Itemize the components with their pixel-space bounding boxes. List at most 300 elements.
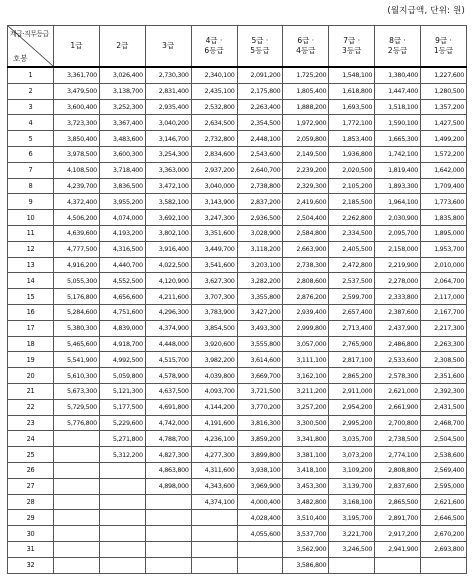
salary-cell: 2,995,200 — [329, 415, 375, 431]
table-row — [8, 146, 467, 162]
salary-cell — [54, 541, 100, 557]
salary-cell: 2,917,200 — [375, 526, 421, 542]
salary-cell: 3,482,800 — [283, 494, 329, 510]
grade-header-line: 8급 · — [389, 36, 406, 45]
salary-cell: 2,876,200 — [283, 289, 329, 305]
salary-cell: 4,637,500 — [145, 383, 191, 399]
salary-cell: 5,271,800 — [99, 431, 145, 447]
salary-cell: 2,657,400 — [329, 304, 375, 320]
salary-cell — [99, 557, 145, 573]
table-row — [8, 115, 467, 131]
table-row — [8, 447, 467, 463]
salary-cell: 5,729,500 — [54, 399, 100, 415]
salary-cell: 3,381,100 — [283, 447, 329, 463]
salary-cell: 4,144,200 — [191, 399, 237, 415]
salary-cell: 4,788,700 — [145, 431, 191, 447]
salary-cell: 2,167,700 — [421, 304, 467, 320]
salary-cell: 2,486,800 — [375, 336, 421, 352]
salary-cell: 3,203,100 — [237, 257, 283, 273]
step-number-cell: 6 — [8, 146, 54, 162]
salary-cell: 4,311,600 — [191, 462, 237, 478]
salary-cell: 3,351,600 — [191, 225, 237, 241]
grade-header-line: 1등급 — [433, 46, 454, 55]
table-row — [8, 368, 467, 384]
salary-cell: 1,642,000 — [421, 162, 467, 178]
salary-cell: 3,541,600 — [191, 257, 237, 273]
salary-cell — [237, 541, 283, 557]
salary-cell: 3,920,600 — [191, 336, 237, 352]
salary-cell — [54, 494, 100, 510]
salary-cell — [54, 431, 100, 447]
step-number-cell: 4 — [8, 115, 54, 131]
grade-header-line: 3등급 — [342, 46, 362, 55]
salary-cell: 3,938,100 — [237, 462, 283, 478]
salary-cell — [54, 510, 100, 526]
salary-cell: 2,713,400 — [329, 320, 375, 336]
salary-cell — [99, 478, 145, 494]
step-number-cell: 27 — [8, 478, 54, 494]
salary-cell: 4,211,600 — [145, 289, 191, 305]
salary-cell: 4,691,800 — [145, 399, 191, 415]
salary-cell: 3,483,600 — [99, 131, 145, 147]
salary-cell — [191, 557, 237, 573]
salary-cell: 2,448,100 — [237, 131, 283, 147]
salary-cell: 4,552,500 — [99, 273, 145, 289]
salary-cell: 2,939,400 — [283, 304, 329, 320]
salary-cell: 4,898,000 — [145, 478, 191, 494]
salary-cell: 1,742,100 — [375, 146, 421, 162]
salary-cell: 1,590,100 — [375, 115, 421, 131]
salary-cell: 2,117,000 — [421, 289, 467, 305]
salary-cell: 1,618,800 — [329, 83, 375, 99]
salary-cell: 4,372,400 — [54, 194, 100, 210]
salary-cell: 3,195,700 — [329, 510, 375, 526]
table-row — [8, 557, 467, 573]
salary-cell — [99, 494, 145, 510]
salary-cell: 3,969,900 — [237, 478, 283, 494]
salary-cell: 4,239,700 — [54, 178, 100, 194]
salary-cell: 1,572,200 — [421, 146, 467, 162]
step-number-cell: 3 — [8, 99, 54, 115]
salary-cell: 3,427,200 — [237, 304, 283, 320]
salary-cell: 1,895,000 — [421, 225, 467, 241]
table-row — [8, 162, 467, 178]
salary-cell: 4,916,200 — [54, 257, 100, 273]
salary-cell: 3,111,100 — [283, 352, 329, 368]
salary-cell: 1,357,200 — [421, 99, 467, 115]
salary-cell: 2,158,000 — [375, 241, 421, 257]
salary-cell: 4,374,900 — [145, 320, 191, 336]
salary-cell: 2,646,500 — [421, 510, 467, 526]
salary-cell: 2,278,000 — [375, 273, 421, 289]
step-number-cell: 10 — [8, 210, 54, 226]
salary-cell: 2,661,900 — [375, 399, 421, 415]
salary-cell: 4,000,400 — [237, 494, 283, 510]
grade-header — [99, 26, 145, 68]
salary-cell: 3,146,700 — [145, 131, 191, 147]
salary-cell: 4,992,500 — [99, 352, 145, 368]
salary-cell: 2,239,200 — [283, 162, 329, 178]
salary-cell: 2,693,800 — [421, 541, 467, 557]
step-number-cell: 11 — [8, 225, 54, 241]
table-row — [8, 526, 467, 542]
salary-cell: 4,039,800 — [191, 368, 237, 384]
salary-cell: 2,808,600 — [283, 273, 329, 289]
salary-cell: 1,380,400 — [375, 67, 421, 83]
salary-cell: 3,723,300 — [54, 115, 100, 131]
salary-cell: 3,282,200 — [237, 273, 283, 289]
grade-header — [283, 26, 329, 68]
salary-cell: 3,707,300 — [191, 289, 237, 305]
table-row — [8, 541, 467, 557]
salary-cell: 3,836,500 — [99, 178, 145, 194]
salary-cell: 4,191,600 — [191, 415, 237, 431]
salary-cell: 5,055,300 — [54, 273, 100, 289]
salary-cell: 3,028,900 — [237, 225, 283, 241]
salary-cell: 3,859,200 — [237, 431, 283, 447]
salary-cell: 4,827,300 — [145, 447, 191, 463]
corner-top-label: 계급·직무등급 — [10, 30, 49, 38]
salary-cell: 3,586,800 — [283, 557, 329, 573]
salary-cell: 2,730,300 — [145, 67, 191, 83]
salary-cell: 2,437,900 — [375, 320, 421, 336]
salary-cell: 1,518,100 — [375, 99, 421, 115]
salary-cell — [145, 557, 191, 573]
salary-cell: 5,059,800 — [99, 368, 145, 384]
salary-cell: 3,899,800 — [237, 447, 283, 463]
step-number-cell: 14 — [8, 273, 54, 289]
salary-cell: 5,673,300 — [54, 383, 100, 399]
salary-cell: 5,465,600 — [54, 336, 100, 352]
salary-cell: 1,893,300 — [375, 178, 421, 194]
salary-cell: 1,853,400 — [329, 131, 375, 147]
salary-cell: 1,447,400 — [375, 83, 421, 99]
salary-cell: 4,055,600 — [237, 526, 283, 542]
salary-cell: 2,595,000 — [421, 478, 467, 494]
salary-cell: 2,405,500 — [329, 241, 375, 257]
salary-cell: 4,440,700 — [99, 257, 145, 273]
salary-cell: 2,329,300 — [283, 178, 329, 194]
salary-cell: 3,978,500 — [54, 146, 100, 162]
salary-cell: 3,040,000 — [191, 178, 237, 194]
grade-header — [191, 26, 237, 68]
grade-header-line: 1급 — [70, 41, 83, 50]
table-row — [8, 178, 467, 194]
salary-cell: 4,296,300 — [145, 304, 191, 320]
step-number-cell: 9 — [8, 194, 54, 210]
salary-cell: 3,040,200 — [145, 115, 191, 131]
salary-cell: 2,532,800 — [191, 99, 237, 115]
grade-header-line: 6등급 — [204, 46, 224, 55]
salary-cell: 3,770,200 — [237, 399, 283, 415]
salary-cell: 1,972,900 — [283, 115, 329, 131]
salary-cell: 2,941,900 — [375, 541, 421, 557]
salary-cell: 2,472,800 — [329, 257, 375, 273]
salary-cell: 3,109,200 — [329, 462, 375, 478]
salary-cell: 3,162,100 — [283, 368, 329, 384]
step-number-cell: 25 — [8, 447, 54, 463]
salary-cell: 4,578,900 — [145, 368, 191, 384]
salary-cell: 2,020,500 — [329, 162, 375, 178]
salary-cell: 3,300,500 — [283, 415, 329, 431]
grade-header-line: 5급 · — [251, 36, 269, 45]
step-number-cell: 18 — [8, 336, 54, 352]
salary-cell: 1,964,100 — [375, 194, 421, 210]
salary-cell: 3,479,500 — [54, 83, 100, 99]
grade-header-line: 4등급 — [296, 46, 316, 55]
salary-cell: 3,555,800 — [237, 336, 283, 352]
grade-header-line: 9급 · — [435, 36, 452, 45]
grade-header-line: 3급 — [162, 41, 175, 50]
salary-cell: 3,341,800 — [283, 431, 329, 447]
salary-cell: 2,738,500 — [375, 431, 421, 447]
salary-cell: 2,263,300 — [421, 336, 467, 352]
step-number-cell: 5 — [8, 131, 54, 147]
salary-cell: 1,499,200 — [421, 131, 467, 147]
salary-cell: 5,176,800 — [54, 289, 100, 305]
table-row — [8, 510, 467, 526]
table-row — [8, 273, 467, 289]
step-number-cell: 19 — [8, 352, 54, 368]
salary-cell — [54, 462, 100, 478]
step-number-cell: 12 — [8, 241, 54, 257]
salary-cell: 2,634,500 — [191, 115, 237, 131]
salary-cell: 3,916,400 — [145, 241, 191, 257]
salary-cell: 4,022,500 — [145, 257, 191, 273]
table-row — [8, 131, 467, 147]
salary-cell: 4,751,600 — [99, 304, 145, 320]
salary-cell: 2,621,600 — [421, 494, 467, 510]
salary-cell: 1,427,500 — [421, 115, 467, 131]
salary-cell: 2,095,700 — [375, 225, 421, 241]
salary-cell: 3,449,700 — [191, 241, 237, 257]
salary-cell: 2,584,800 — [283, 225, 329, 241]
grade-header-line: 4급 · — [205, 36, 223, 45]
salary-cell — [145, 526, 191, 542]
salary-cell: 2,334,500 — [329, 225, 375, 241]
salary-cell: 2,999,800 — [283, 320, 329, 336]
salary-cell: 2,891,700 — [375, 510, 421, 526]
table-row — [8, 67, 467, 83]
salary-cell: 2,533,600 — [375, 352, 421, 368]
table-row — [8, 241, 467, 257]
salary-cell — [145, 510, 191, 526]
step-number-cell: 1 — [8, 67, 54, 83]
salary-cell — [145, 494, 191, 510]
salary-cell: 1,772,100 — [329, 115, 375, 131]
salary-cell: 4,028,400 — [237, 510, 283, 526]
table-row — [8, 83, 467, 99]
salary-cell — [99, 526, 145, 542]
step-number-cell: 17 — [8, 320, 54, 336]
salary-cell: 4,120,900 — [145, 273, 191, 289]
salary-cell — [99, 510, 145, 526]
salary-cell: 5,312,200 — [99, 447, 145, 463]
grade-header — [375, 26, 421, 68]
table-row — [8, 383, 467, 399]
salary-cell: 3,143,900 — [191, 194, 237, 210]
salary-cell: 1,819,400 — [375, 162, 421, 178]
corner-cell — [8, 26, 54, 68]
salary-cell — [145, 541, 191, 557]
salary-cell: 2,865,200 — [329, 368, 375, 384]
grade-header — [329, 26, 375, 68]
salary-cell: 1,888,200 — [283, 99, 329, 115]
salary-cell: 3,562,900 — [283, 541, 329, 557]
salary-cell: 3,600,300 — [99, 146, 145, 162]
grade-header-line: 5등급 — [250, 46, 270, 55]
salary-cell: 3,669,700 — [237, 368, 283, 384]
salary-cell: 4,639,600 — [54, 225, 100, 241]
salary-cell: 4,777,500 — [54, 241, 100, 257]
salary-cell: 4,515,700 — [145, 352, 191, 368]
salary-cell: 3,418,100 — [283, 462, 329, 478]
salary-cell — [54, 447, 100, 463]
table-row — [8, 415, 467, 431]
grade-header — [421, 26, 467, 68]
step-number-cell: 30 — [8, 526, 54, 542]
salary-cell: 2,817,100 — [329, 352, 375, 368]
table-row — [8, 431, 467, 447]
grade-header — [54, 26, 100, 68]
salary-cell: 3,138,700 — [99, 83, 145, 99]
salary-cell: 3,453,300 — [283, 478, 329, 494]
salary-cell: 4,742,000 — [145, 415, 191, 431]
step-number-cell: 16 — [8, 304, 54, 320]
corner-bottom-label: 호봉 — [13, 54, 28, 63]
salary-cell — [191, 510, 237, 526]
salary-cell: 4,193,200 — [99, 225, 145, 241]
salary-cell: 1,773,600 — [421, 194, 467, 210]
salary-cell: 2,091,200 — [237, 67, 283, 83]
salary-cell: 3,600,400 — [54, 99, 100, 115]
salary-cell: 1,227,600 — [421, 67, 467, 83]
salary-cell — [54, 557, 100, 573]
salary-cell: 5,610,300 — [54, 368, 100, 384]
salary-cell: 3,257,200 — [283, 399, 329, 415]
salary-cell: 3,057,000 — [283, 336, 329, 352]
salary-cell: 2,538,600 — [421, 447, 467, 463]
step-number-cell: 20 — [8, 368, 54, 384]
salary-cell: 2,935,400 — [145, 99, 191, 115]
salary-cell: 3,254,300 — [145, 146, 191, 162]
table-row — [8, 99, 467, 115]
salary-cell — [99, 541, 145, 557]
salary-cell — [329, 557, 375, 573]
table-row — [8, 210, 467, 226]
salary-cell: 1,835,800 — [421, 210, 467, 226]
step-number-cell: 32 — [8, 557, 54, 573]
salary-cell: 3,982,200 — [191, 352, 237, 368]
grade-header — [145, 26, 191, 68]
salary-cell: 2,387,600 — [375, 304, 421, 320]
salary-cell: 2,738,300 — [283, 257, 329, 273]
salary-cell: 2,911,000 — [329, 383, 375, 399]
salary-cell: 2,333,800 — [375, 289, 421, 305]
salary-cell: 4,074,000 — [99, 210, 145, 226]
table-row — [8, 289, 467, 305]
salary-cell: 5,541,900 — [54, 352, 100, 368]
salary-cell — [54, 478, 100, 494]
salary-cell: 2,064,700 — [421, 273, 467, 289]
salary-cell — [191, 541, 237, 557]
grade-header-line: 2급 — [116, 41, 129, 50]
salary-cell: 4,316,500 — [99, 241, 145, 257]
table-row — [8, 320, 467, 336]
step-number-cell: 28 — [8, 494, 54, 510]
salary-cell: 2,185,500 — [329, 194, 375, 210]
salary-cell: 3,783,900 — [191, 304, 237, 320]
salary-cell: 5,776,800 — [54, 415, 100, 431]
table-row — [8, 352, 467, 368]
salary-cell: 4,108,500 — [54, 162, 100, 178]
step-number-cell: 21 — [8, 383, 54, 399]
grade-header-line: 7급 · — [343, 36, 361, 45]
table-row — [8, 494, 467, 510]
salary-cell — [375, 557, 421, 573]
table-row — [8, 225, 467, 241]
salary-cell: 1,665,300 — [375, 131, 421, 147]
salary-cell: 2,263,400 — [237, 99, 283, 115]
step-number-cell: 29 — [8, 510, 54, 526]
salary-cell: 2,059,800 — [283, 131, 329, 147]
salary-cell: 2,105,200 — [329, 178, 375, 194]
salary-cell: 2,392,300 — [421, 383, 467, 399]
salary-cell: 4,277,300 — [191, 447, 237, 463]
step-number-cell: 15 — [8, 289, 54, 305]
salary-cell: 2,262,800 — [329, 210, 375, 226]
salary-cell: 2,834,600 — [191, 146, 237, 162]
salary-cell: 2,837,200 — [237, 194, 283, 210]
salary-cell: 3,035,700 — [329, 431, 375, 447]
table-row — [8, 478, 467, 494]
salary-cell: 2,217,300 — [421, 320, 467, 336]
salary-cell: 3,493,300 — [237, 320, 283, 336]
grade-header-line: 2등급 — [387, 46, 408, 55]
salary-cell: 3,073,200 — [329, 447, 375, 463]
salary-cell: 2,663,900 — [283, 241, 329, 257]
salary-cell: 3,168,100 — [329, 494, 375, 510]
salary-cell: 2,308,500 — [421, 352, 467, 368]
table-row — [8, 462, 467, 478]
step-number-cell: 8 — [8, 178, 54, 194]
salary-cell: 4,448,000 — [145, 336, 191, 352]
salary-cell: 3,221,700 — [329, 526, 375, 542]
salary-cell: 2,354,500 — [237, 115, 283, 131]
salary-cell: 4,093,700 — [191, 383, 237, 399]
salary-cell: 2,599,700 — [329, 289, 375, 305]
table-row — [8, 304, 467, 320]
salary-cell: 2,640,700 — [237, 162, 283, 178]
salary-cell: 3,537,700 — [283, 526, 329, 542]
salary-cell: 3,472,100 — [145, 178, 191, 194]
salary-cell: 2,936,500 — [237, 210, 283, 226]
salary-cell: 3,211,200 — [283, 383, 329, 399]
salary-cell: 4,343,600 — [191, 478, 237, 494]
step-number-cell: 2 — [8, 83, 54, 99]
salary-cell: 4,863,800 — [145, 462, 191, 478]
salary-cell: 2,837,600 — [375, 478, 421, 494]
salary-cell: 2,765,900 — [329, 336, 375, 352]
salary-cell: 2,937,200 — [191, 162, 237, 178]
salary-cell: 3,139,700 — [329, 478, 375, 494]
salary-cell: 2,419,600 — [283, 194, 329, 210]
salary-cell: 3,355,800 — [237, 289, 283, 305]
salary-cell: 2,149,500 — [283, 146, 329, 162]
salary-cell: 1,693,500 — [329, 99, 375, 115]
salary-cell: 3,850,400 — [54, 131, 100, 147]
salary-cell — [191, 526, 237, 542]
